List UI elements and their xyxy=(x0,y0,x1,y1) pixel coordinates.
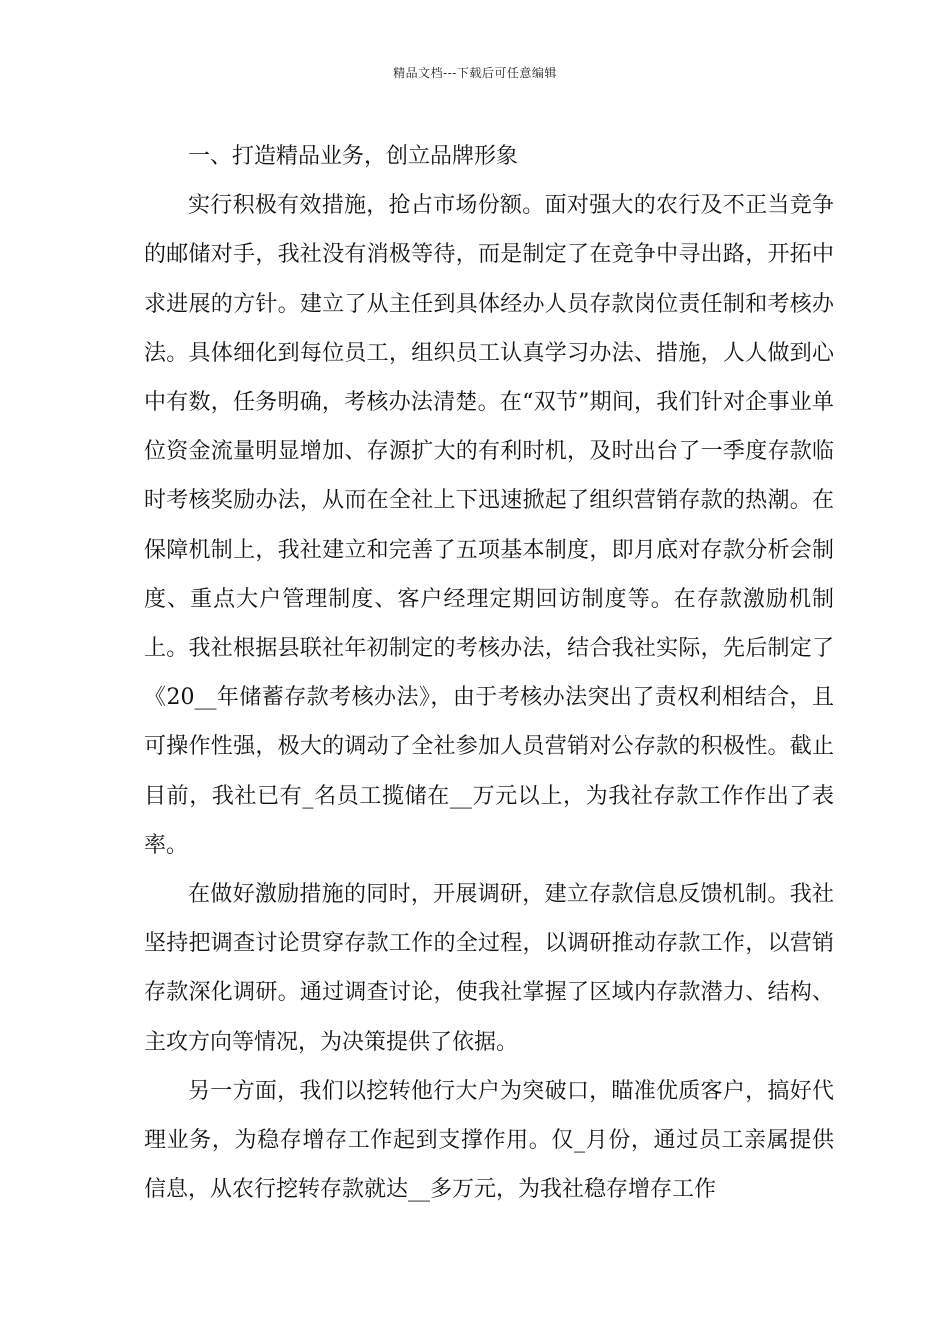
paragraph: 实行积极有效措施，抢占市场份额。面对强大的农行及不正当竞争的邮储对手，我社没有消极等待，而是制定了在竞争中寻出路，开拓中求进展的方针。建立了从主任到具体经办人员存款岗位责任制和考核办法。具体细化到每位员工，组织员工认真学习办法、措施，人人做到心中有数，任务明确，考核办法清楚。在“双节”期间，我们针对企事业单位资金流量明显增加、存源扩大的有利时机，及时出台了一季度存款临时考核奖励办法，从而在全社上下迅速掀起了组织营销存款的热潮。在保障机制上，我社建立和完善了五项基本制度，即月底对存款分析会制度、重点大户管理制度、客户经理定期回访制度等。在存款激励机制上。我社根据县联社年初制定的考核办法，结合我社实际，先后制定了《20__年储蓄存款考核办法》，由于考核办法突出了责权利相结合，且可操作性强，极大的调动了全社参加人员营销对公存款的积极性。截止目前，我社已有_名员工揽储在__万元以上，为我社存款工作作出了表率。 xyxy=(144,193,834,858)
paragraph: 另一方面，我们以挖转他行大户为突破口，瞄准优质客户，搞好代理业务，为稳存增存工作起到支撑作用。仅_月份，通过员工亲属提供信息，从农行挖转存款就达__多万元，为我社稳存增存工作 xyxy=(144,1078,834,1203)
section-heading: 一、打造精品业务，创立品牌形象 xyxy=(188,144,519,169)
paragraph: 在做好激励措施的同时，开展调研，建立存款信息反馈机制。我社坚持把调查讨论贯穿存款工作的全过程，以调研推动存款工作，以营销存款深化调研。通过调查讨论，使我社掌握了区域内存款潜力、结构、主攻方向等情况，为决策提供了依据。 xyxy=(144,882,834,1055)
page-header: 精品文档---下载后可任意编辑 xyxy=(393,66,557,80)
document-body xyxy=(144,132,834,1214)
